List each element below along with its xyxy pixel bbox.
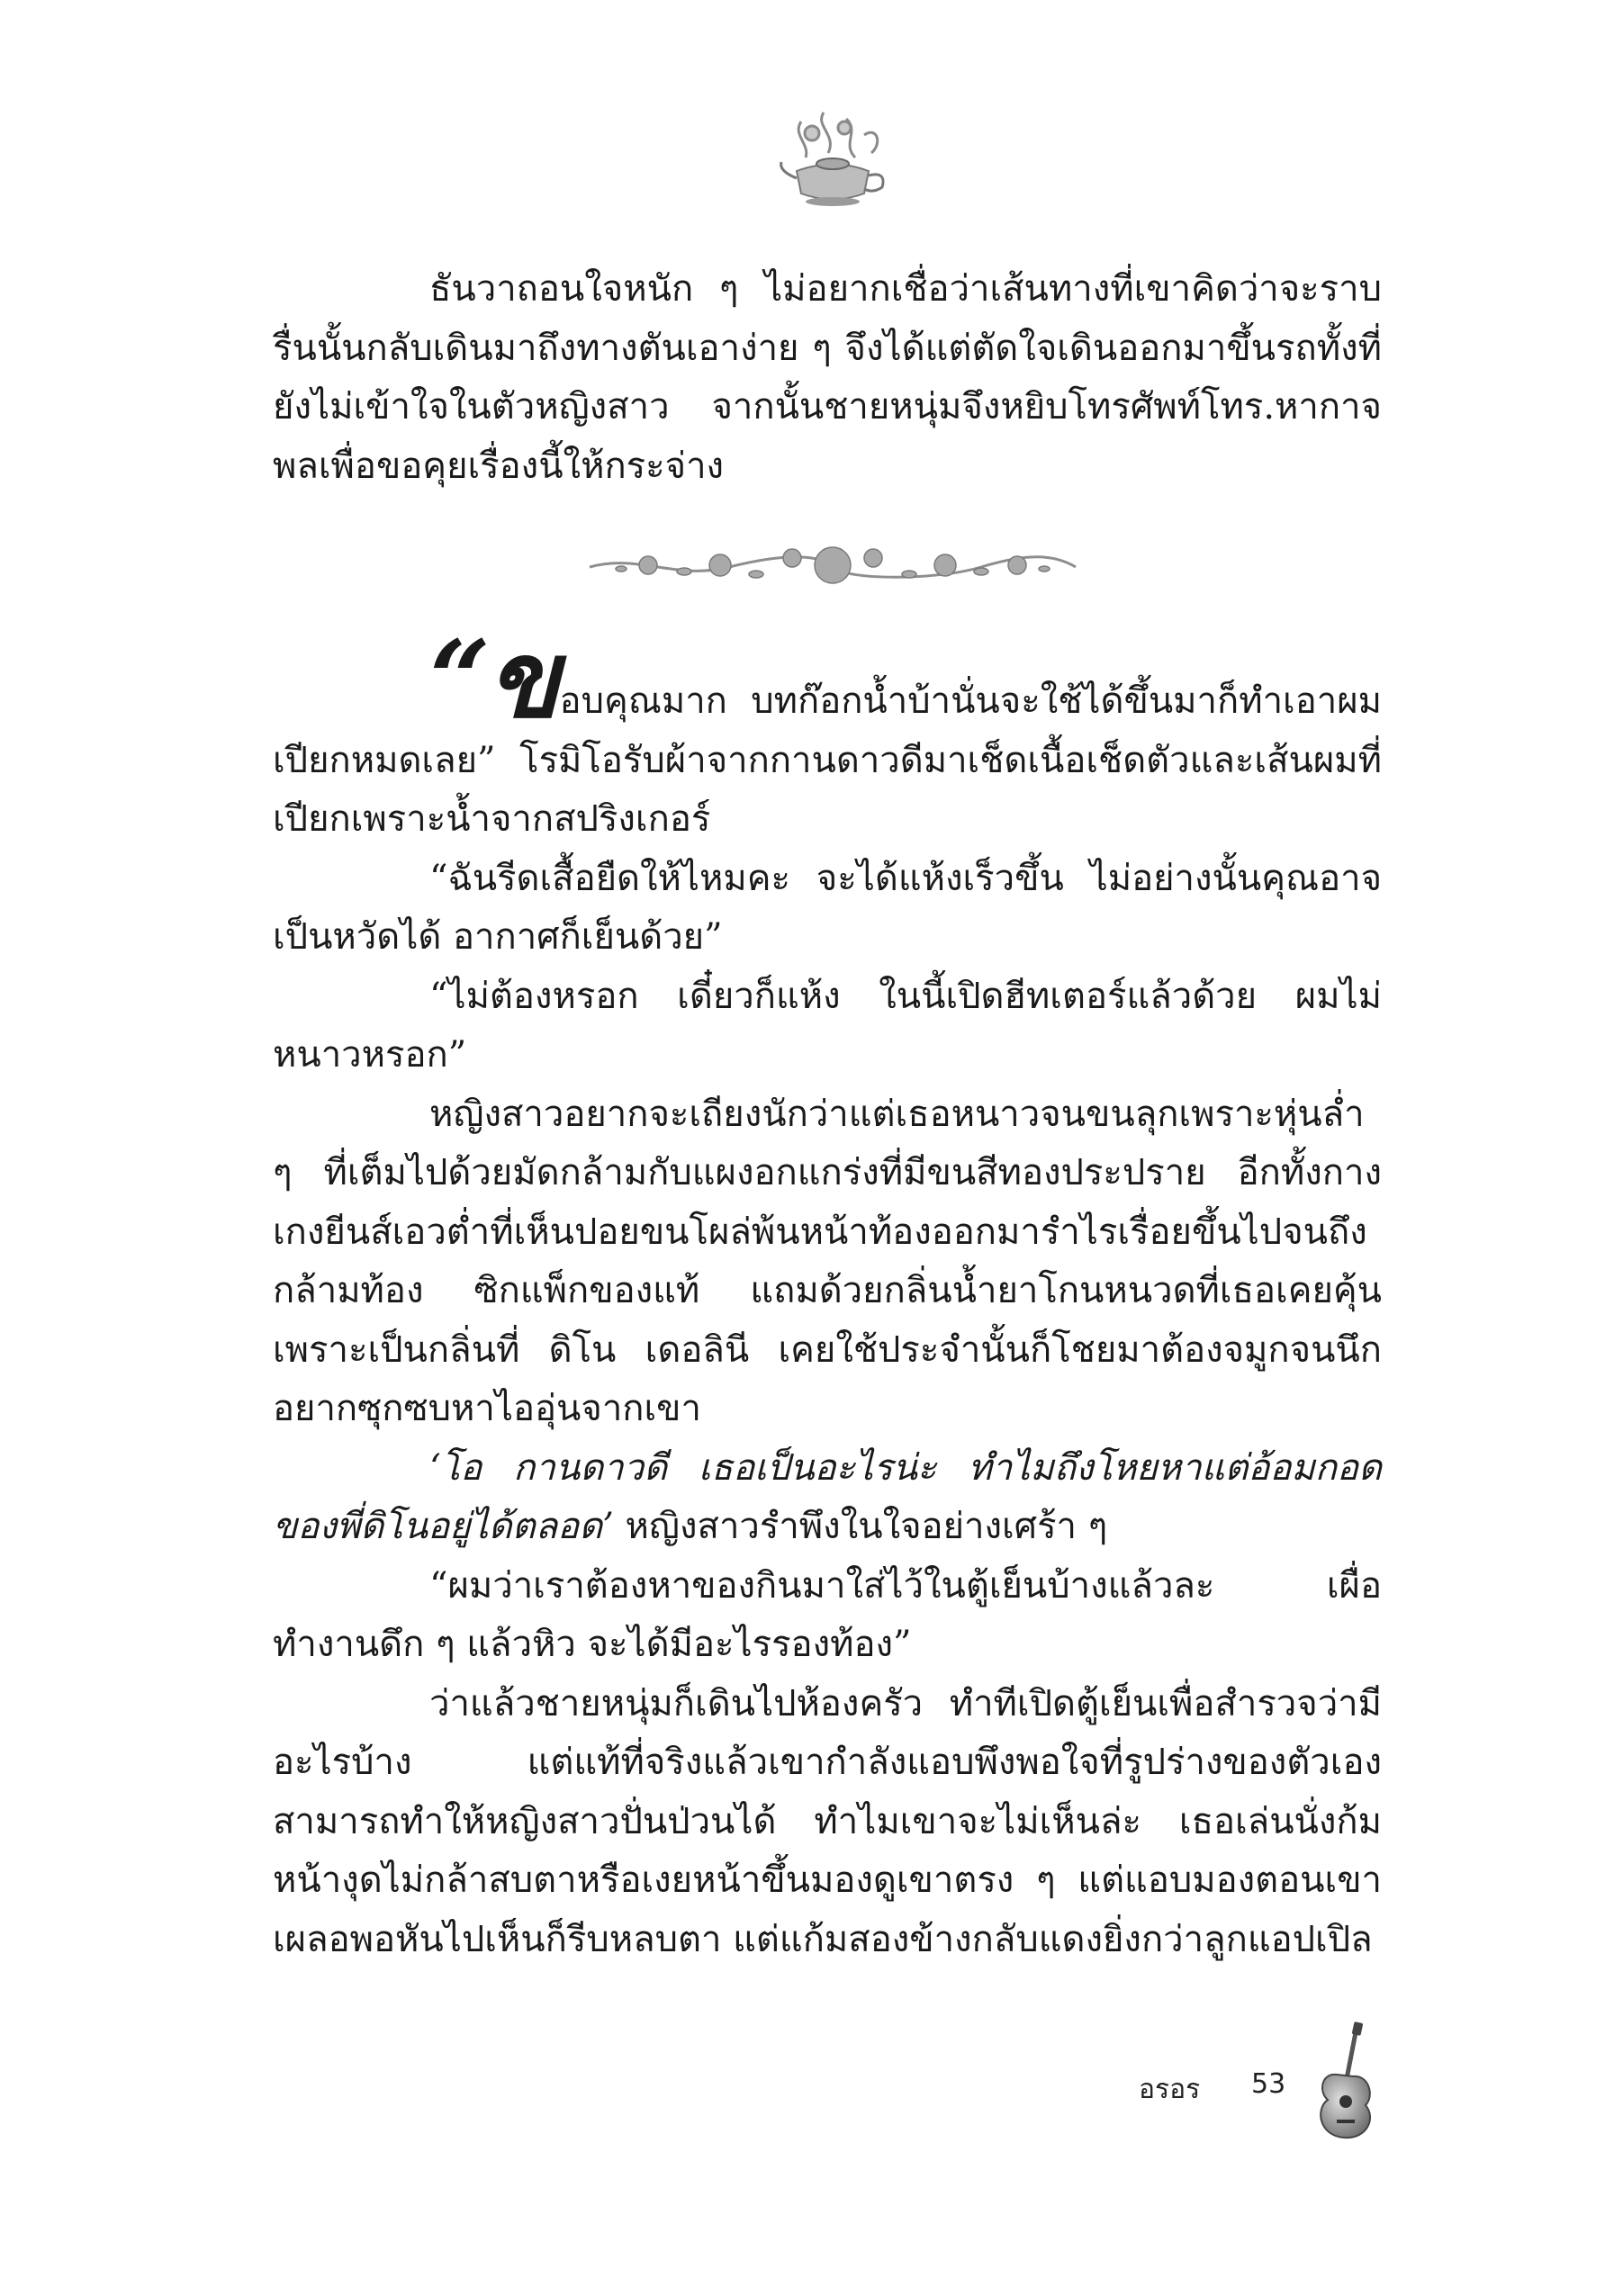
running-footer-title: อรอร: [1139, 2074, 1201, 2105]
paragraph-5-rest: หญิงสาวรำพึงในใจอย่างเศร้า ๆ: [613, 1506, 1108, 1547]
inner-thought: ‘โอ กานดาวดี เธอเป็นอะไรน่ะ ทำไมถึงโหยหาแต่อ้อมกอดของพี่ดิโนอยู่ได้ตลอด’: [273, 1446, 1382, 1547]
paragraph-2: “ฉันรีดเสื้อยืดให้ไหมคะ จะได้แห้งเร็วขึ้น ไม่อย่างนั้นคุณอาจเป็นหวัดได้ อากาศก็เย็นด้วย”: [273, 857, 1382, 958]
drop-cap: “ข: [429, 617, 556, 742]
opening-text: อบคุณมาก บทก๊อกน้ำบ้านั่นจะใช้ได้ขึ้นมาก็ทำเอาผมเปียกหมดเลย” โรมิโอรับผ้าจากกานดาวดีมาเช็ดเนื้อเช็ดตัวและเส้นผมที่เปียกเพราะน้ำจากสปริงเกอร์: [273, 680, 1382, 840]
intro-block: [273, 260, 1382, 496]
paragraph-4: หญิงสาวอยากจะเถียงนักว่าแต่เธอหนาวจนขนลุกเพราะหุ่นล่ำ ๆ ที่เต็มไปด้วยมัดกล้ามกับแผงอกแกร่งที่มีขนสีทองประปราย อีกทั้งกางเกงยีนส์เอวต่ำที่เห็นปอยขนโผล่พ้นหน้าท้องออกมารำไรเรื่อยขึ้นไปจนถึงกล้ามท้อง ซิกแพ็กของแท้ แถมด้วยกลิ่นน้ำยาโกนหนวดที่เธอเคยคุ้น เพราะเป็นกลิ่นที่ ดิโน เดอลินี เคยใช้ประจำนั้นก็โชยมาต้องจมูกจนนึกอยากซุกซบหาไออุ่นจากเขา: [273, 1093, 1382, 1429]
teapot-flower-ornament-icon: [774, 108, 891, 216]
opening-paragraph: [273, 617, 1382, 850]
page-number: 53: [1251, 2068, 1286, 2100]
paragraph-7: ว่าแล้วชายหนุ่มก็เดินไปห้องครัว ทำทีเปิดตู้เย็นเพื่อสำรวจว่ามีอะไรบ้าง แต่แท้ที่จริงแล้วเขากำลังแอบพึงพอใจที่รูปร่างของตัวเองสามารถทำให้หญิงสาวปั่นป่วนได้ ทำไมเขาจะไม่เห็นล่ะ เธอเล่นนั่งก้มหน้างุดไม่กล้าสบตาหรือเงยหน้าขึ้นมองดูเขาตรง ๆ แต่แอบมองตอนเขาเผลอพอหันไปเห็นก็รีบหลบตา แต่แก้มสองข้างกลับแดงยิ่งกว่าลูกแอปเปิล: [273, 1682, 1382, 1960]
floral-vine-divider-icon: [585, 531, 1080, 603]
intro-paragraph: ธันวาถอนใจหนัก ๆ ไม่อยากเชื่อว่าเส้นทางที่เขาคิดว่าจะราบรื่นนั้นกลับเดินมาถึงทางตันเอาง่าย ๆ จึงได้แต่ตัดใจเดินออกมาขึ้นรถทั้งที่ยังไม่เข้าใจในตัวหญิงสาว จากนั้นชายหนุ่มจึงหยิบโทรศัพท์โทร.หากาจพลเพื่อขอคุยเรื่องนี้ให้กระจ่าง: [273, 268, 1382, 487]
paragraph-3: “ไม่ต้องหรอก เดี๋ยวก็แห้ง ในนี้เปิดฮีทเตอร์แล้วด้วย ผมไม่หนาวหรอก”: [273, 975, 1382, 1076]
main-section: [273, 617, 1382, 1969]
paragraph-5: [273, 1439, 1382, 1557]
paragraph-6: “ผมว่าเราต้องหาของกินมาใส่ไว้ในตู้เย็นบ้างแล้วละ เผื่อทำงานดึก ๆ แล้วหิว จะได้มีอะไรรองท้อง”: [273, 1564, 1382, 1665]
guitar-icon: [1310, 2021, 1382, 2142]
